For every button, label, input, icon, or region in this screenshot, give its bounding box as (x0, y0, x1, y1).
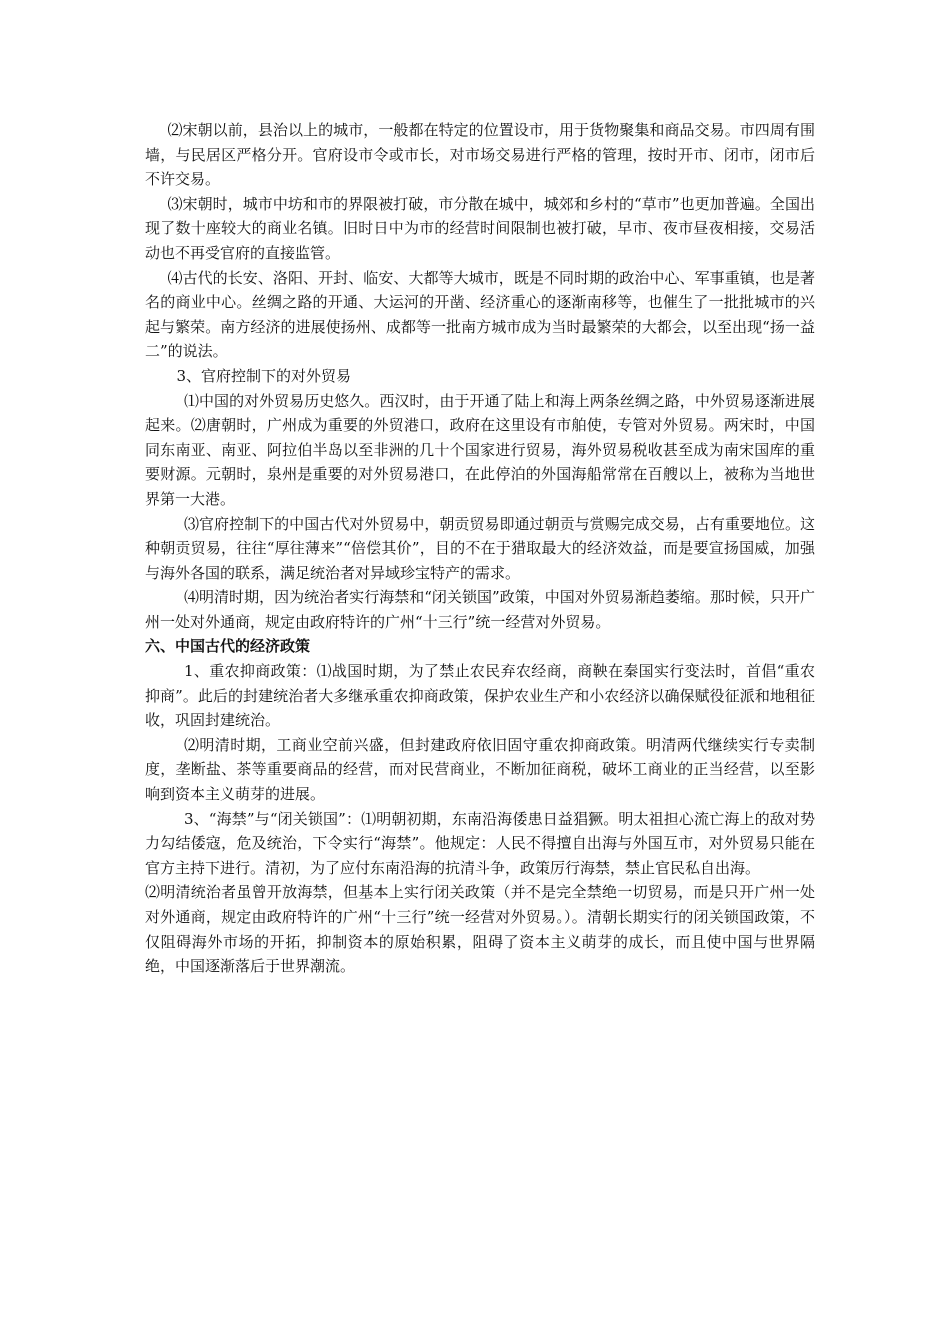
paragraph-ming-qing-trade: ⑷明清时期，因为统治者实行海禁和“闭关锁国”政策，中国对外贸易渐趋萎缩。那时候，只开广州一处对外通商，规定由政府特许的广州“十三行”统一经营对外贸易。 (145, 588, 815, 631)
paragraph-closed-door-policy: ⑵明清统治者虽曾开放海禁，但基本上实行闭关政策（并不是完全禁绝一切贸易，而是只开广州一处对外通商，规定由政府特许的广州“十三行”统一经营对外贸易。）。清朝长期实行的闭关锁国政策，不仅阻碍海外市场的开拓，抑制资本的原始积累，阻碍了资本主义萌芽的成长，而且使中国与世界隔绝，中国逐渐落后于世界潮流。 (145, 883, 815, 976)
subheading-foreign-trade: 3、官府控制下的对外贸易 (176, 366, 352, 385)
section-heading-economic-policy: 六、中国古代的经济政策 (145, 637, 311, 656)
paragraph-song-market-change: ⑶宋朝时，城市中坊和市的界限被打破，市分散在城中，城郊和乡村的“草市”也更加普遍。全国出现了数十座较大的商业名镇。旧时日中为市的经营时间限制也被打破，早市、夜市昼夜相接，交易活动也不再受官府的直接监管。 (145, 194, 815, 262)
paragraph-foreign-trade-history: ⑴中国的对外贸易历史悠久。西汉时，由于开通了陆上和海上两条丝绸之路，中外贸易逐渐进展起来。⑵唐朝时，广州成为重要的外贸港口，政府在这里设有市舶使，专管对外贸易。两宋时，中国同东南亚、南亚、阿拉伯半岛以至非洲的几十个国家进行贸易，海外贸易税收甚至成为南宋国库的重要财源。元朝时，泉州是重要的对外贸易港口，在此停泊的外国海船常常在百艘以上，被称为当地世界第一大港。 (145, 391, 815, 508)
paragraph-sea-ban: 3、“海禁”与“闭关锁国”：⑴明朝初期，东南沿海倭患日益猖獗。明太祖担心流亡海上的敌对势力勾结倭寇，危及统治，下令实行“海禁”。他规定：人民不得擅自出海与外国互市，对外贸易只能在官方主持下进行。清初，为了应付东南沿海的抗清斗争，政策厉行海禁，禁止官民私自出海。 (145, 809, 815, 877)
paragraph-agriculture-policy: 1、重农抑商政策：⑴战国时期，为了禁止农民弃农经商，商鞅在秦国实行变法时，首倡“重农抑商”。此后的封建统治者大多继承重农抑商政策，保护农业生产和小农经济以确保赋役征派和地租征收，巩固封建统治。 (145, 662, 815, 730)
paragraph-ancient-cities: ⑷古代的长安、洛阳、开封、临安、大都等大城市，既是不同时期的政治中心、军事重镇，也是著名的商业中心。丝绸之路的开通、大运河的开凿、经济重心的逐渐南移等，也催生了一批批城市的兴起与繁荣。南方经济的进展使扬州、成都等一批南方城市成为当时最繁荣的大都会，以至出现“扬一益二”的说法。 (145, 268, 815, 361)
paragraph-ming-qing-commerce: ⑵明清时期，工商业空前兴盛，但封建政府依旧固守重农抑商政策。明清两代继续实行专卖制度，垄断盐、茶等重要商品的经营，而对民营商业，不断加征商税，破坏工商业的正当经营，以至影响到资本主义萌芽的进展。 (145, 735, 815, 804)
paragraph-tribute-trade: ⑶官府控制下的中国古代对外贸易中，朝贡贸易即通过朝贡与赏赐完成交易，占有重要地位。这种朝贡贸易，往往“厚往薄来”“倍偿其价”，目的不在于猎取最大的经济效益，而是要宣扬国威，加强与海外各国的联系，满足统治者对异域珍宝特产的需求。 (145, 514, 815, 582)
paragraph-song-market-before: ⑵宋朝以前，县治以上的城市，一般都在特定的位置设市，用于货物聚集和商品交易。市四周有围墙，与民居区严格分开。官府设市令或市长，对市场交易进行严格的管理，按时开市、闭市，闭市后不许交易。 (145, 121, 815, 189)
document-page (145, 118, 815, 979)
